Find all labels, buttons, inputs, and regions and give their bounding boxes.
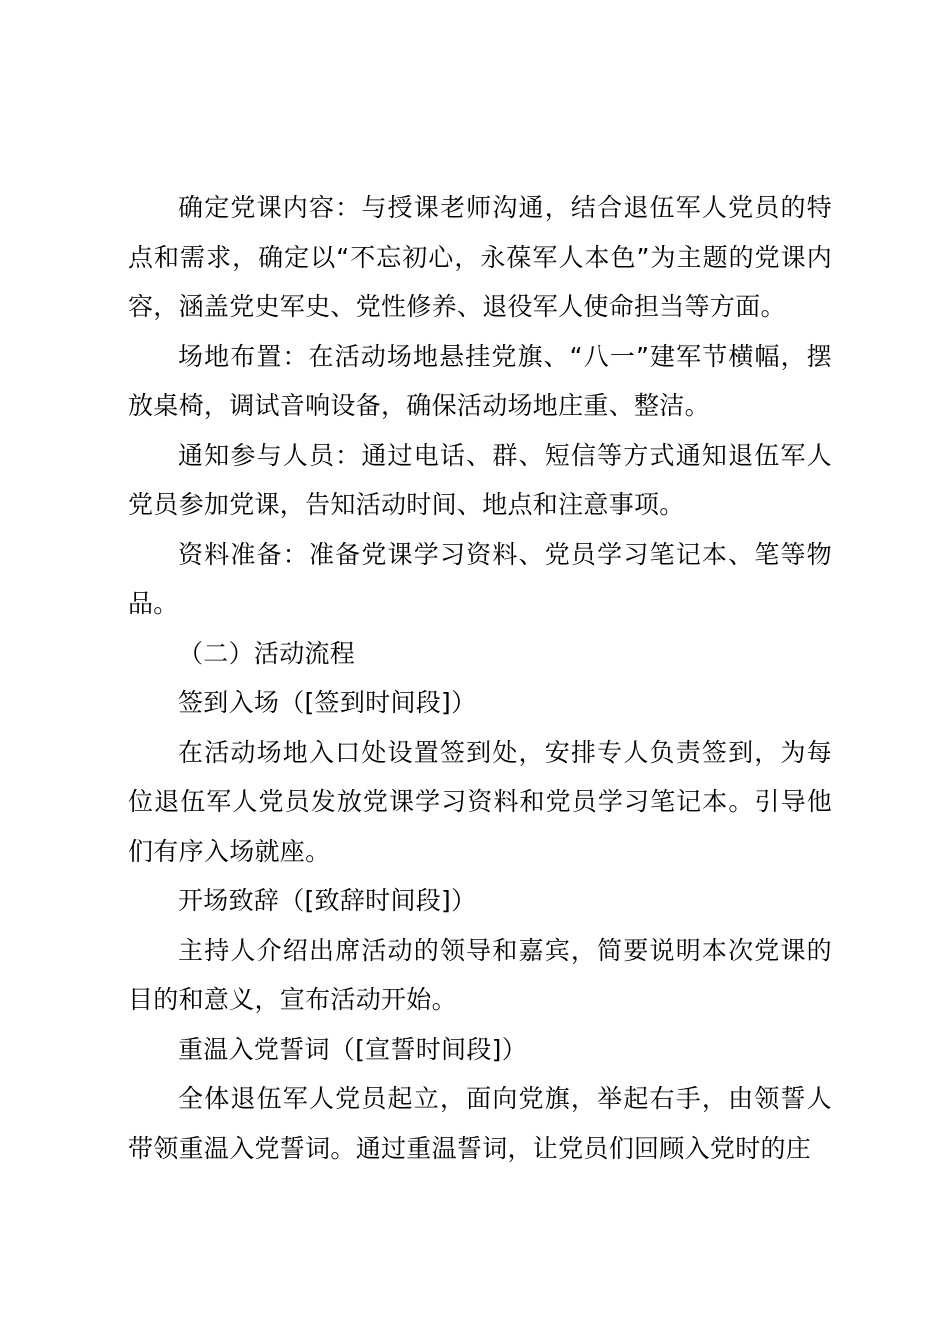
paragraph-venue-setup: 场地布置：在活动场地悬挂党旗、“八一”建军节横幅，摆放桌椅，调试音响设备，确保活动场地庄重、整洁。 [128,341,832,420]
paragraph-oath: 全体退伍军人党员起立，面向党旗，举起右手，由领誓人带领重温入党誓词。通过重温誓词，让党员们回顾入党时的庄 [128,1084,832,1163]
paragraph-opening-speech: 主持人介绍出席活动的领导和嘉宾，简要说明本次党课的目的和意义，宣布活动开始。 [128,935,832,1014]
paragraph-sign-in: 在活动场地入口处设置签到处，安排专人负责签到，为每位退伍军人党员发放党课学习资料和党员学习笔记本。引导他们有序入场就座。 [128,737,832,866]
subheading-opening-speech: 开场致辞（[致辞时间段]） [178,886,477,915]
paragraph-determine-content: 确定党课内容：与授课老师沟通，结合退伍军人党员的特点和需求，确定以“不忘初心，永葆军人本色”为主题的党课内容，涵盖党史军史、党性修养、退役军人使命担当等方面。 [128,193,832,321]
paragraph-notify-participants: 通知参与人员：通过电话、群、短信等方式通知退伍军人党员参加党课，告知活动时间、地点和注意事项。 [128,440,832,519]
subheading-sign-in: 签到入场（[签到时间段]） [178,688,477,717]
document-body [128,183,832,1173]
section-heading-activity-flow: （二）活动流程 [178,638,356,668]
paragraph-materials: 资料准备：准备党课学习资料、党员学习笔记本、笔等物品。 [128,539,832,618]
subheading-oath: 重温入党誓词（[宣誓时间段]） [178,1034,528,1064]
